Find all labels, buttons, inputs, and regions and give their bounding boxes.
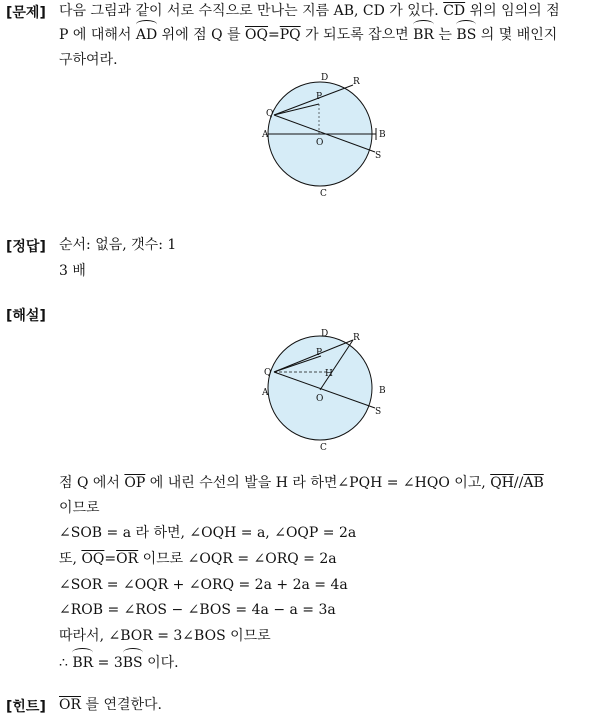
- label-s: S: [375, 407, 382, 417]
- segment-or: $\overline{OR}$: [59, 697, 82, 713]
- label-d: D: [321, 73, 329, 83]
- explanation-text: 이므로 ∠OQR = ∠ORQ = 2a: [138, 551, 337, 567]
- label-d: D: [321, 329, 329, 339]
- segment-or: $\overline{OR}$: [116, 551, 139, 567]
- label-p: P: [316, 348, 323, 358]
- problem-text: 다음 그림과 같이 서로 수직으로 만나는 지름 AB, CD 가 있다.: [59, 3, 444, 19]
- explanation-text: 이다.: [142, 655, 179, 671]
- label-b: B: [379, 130, 386, 140]
- equals-sign: =: [268, 27, 280, 43]
- problem-text: 의 몇 배인지: [476, 27, 558, 43]
- problem-text: 위에 점 Q 를: [157, 27, 246, 43]
- problem-figure: [258, 72, 394, 200]
- explanation-line-8: [59, 654, 179, 672]
- arc-bs: BS: [456, 27, 477, 43]
- arc-br: BR: [413, 27, 434, 43]
- label-p: P: [316, 92, 323, 102]
- explanation-text: 점 Q 에서: [59, 475, 125, 491]
- label-r: R: [353, 77, 360, 87]
- label-c: C: [320, 189, 327, 199]
- problem-text: 는: [433, 27, 457, 43]
- problem-text: 가 되도록 잡으면: [300, 27, 414, 43]
- label-q: Q: [264, 368, 272, 378]
- parallel-sign: //: [513, 475, 524, 491]
- label-h: H: [325, 369, 333, 379]
- explanation-line-4: [59, 550, 337, 568]
- section-explanation-label: [해설]: [6, 308, 46, 324]
- problem-text: P 에 대해서: [59, 27, 136, 43]
- segment-op: $\overline{OP}$: [124, 475, 146, 491]
- section-answer-label: [정답]: [6, 239, 46, 255]
- label-s: S: [375, 151, 382, 161]
- label-o: O: [316, 138, 324, 148]
- explanation-text: ∴: [59, 655, 73, 671]
- explanation-text: = 3: [93, 655, 123, 671]
- section-problem-label: [문제]: [6, 5, 46, 21]
- explanation-text: 또,: [59, 551, 82, 567]
- explanation-line-3: ∠SOB = a 라 하면, ∠OQH = a, ∠OQP = 2a: [59, 525, 357, 541]
- label-c: C: [320, 443, 327, 453]
- segment-cd: $\overline{CD}$: [443, 3, 466, 19]
- explanation-line-2: 이므로: [59, 500, 100, 516]
- segment-qh: $\overline{QH}$: [490, 475, 514, 491]
- problem-line-3: 구하여라.: [59, 52, 118, 68]
- segment-ab: $\overline{AB}$: [523, 475, 544, 491]
- arc-ad: AD: [135, 27, 158, 43]
- answer-line-1: 순서: 없음, 갯수: 1: [59, 237, 177, 253]
- explanation-text: 에 내린 수선의 발을 H 라 하면∠PQH = ∠HQO 이고,: [145, 475, 491, 491]
- segment-oq: $\overline{OQ}$: [81, 551, 105, 567]
- explanation-figure: [258, 326, 394, 454]
- label-r: R: [353, 333, 360, 343]
- problem-line-1: [59, 2, 560, 20]
- problem-line-2: [59, 26, 557, 44]
- problem-text: 위의 임의의 점: [465, 3, 560, 19]
- label-o: O: [316, 394, 324, 404]
- hint-line: [59, 696, 162, 714]
- segment-oq: $\overline{OQ}$: [245, 27, 269, 43]
- label-a: A: [262, 130, 269, 140]
- answer-line-2: 3 배: [59, 263, 86, 279]
- segment-pq: $\overline{PQ}$: [279, 27, 301, 43]
- explanation-line-7: 따라서, ∠BOR = 3∠BOS 이므로: [59, 628, 271, 644]
- arc-br: BR: [72, 655, 94, 671]
- label-a: A: [262, 388, 269, 398]
- section-hint-label: [힌트]: [6, 699, 46, 715]
- label-b: B: [379, 386, 386, 396]
- explanation-line-6: ∠ROB = ∠ROS − ∠BOS = 4a − a = 3a: [59, 602, 336, 618]
- label-q: Q: [266, 109, 274, 119]
- explanation-line-1: [59, 474, 544, 492]
- hint-text: 를 연결한다.: [81, 697, 163, 713]
- equals-sign: =: [104, 551, 117, 567]
- arc-bs: BS: [122, 655, 143, 671]
- explanation-line-5: ∠SOR = ∠OQR + ∠ORQ = 2a + 2a = 4a: [59, 577, 348, 593]
